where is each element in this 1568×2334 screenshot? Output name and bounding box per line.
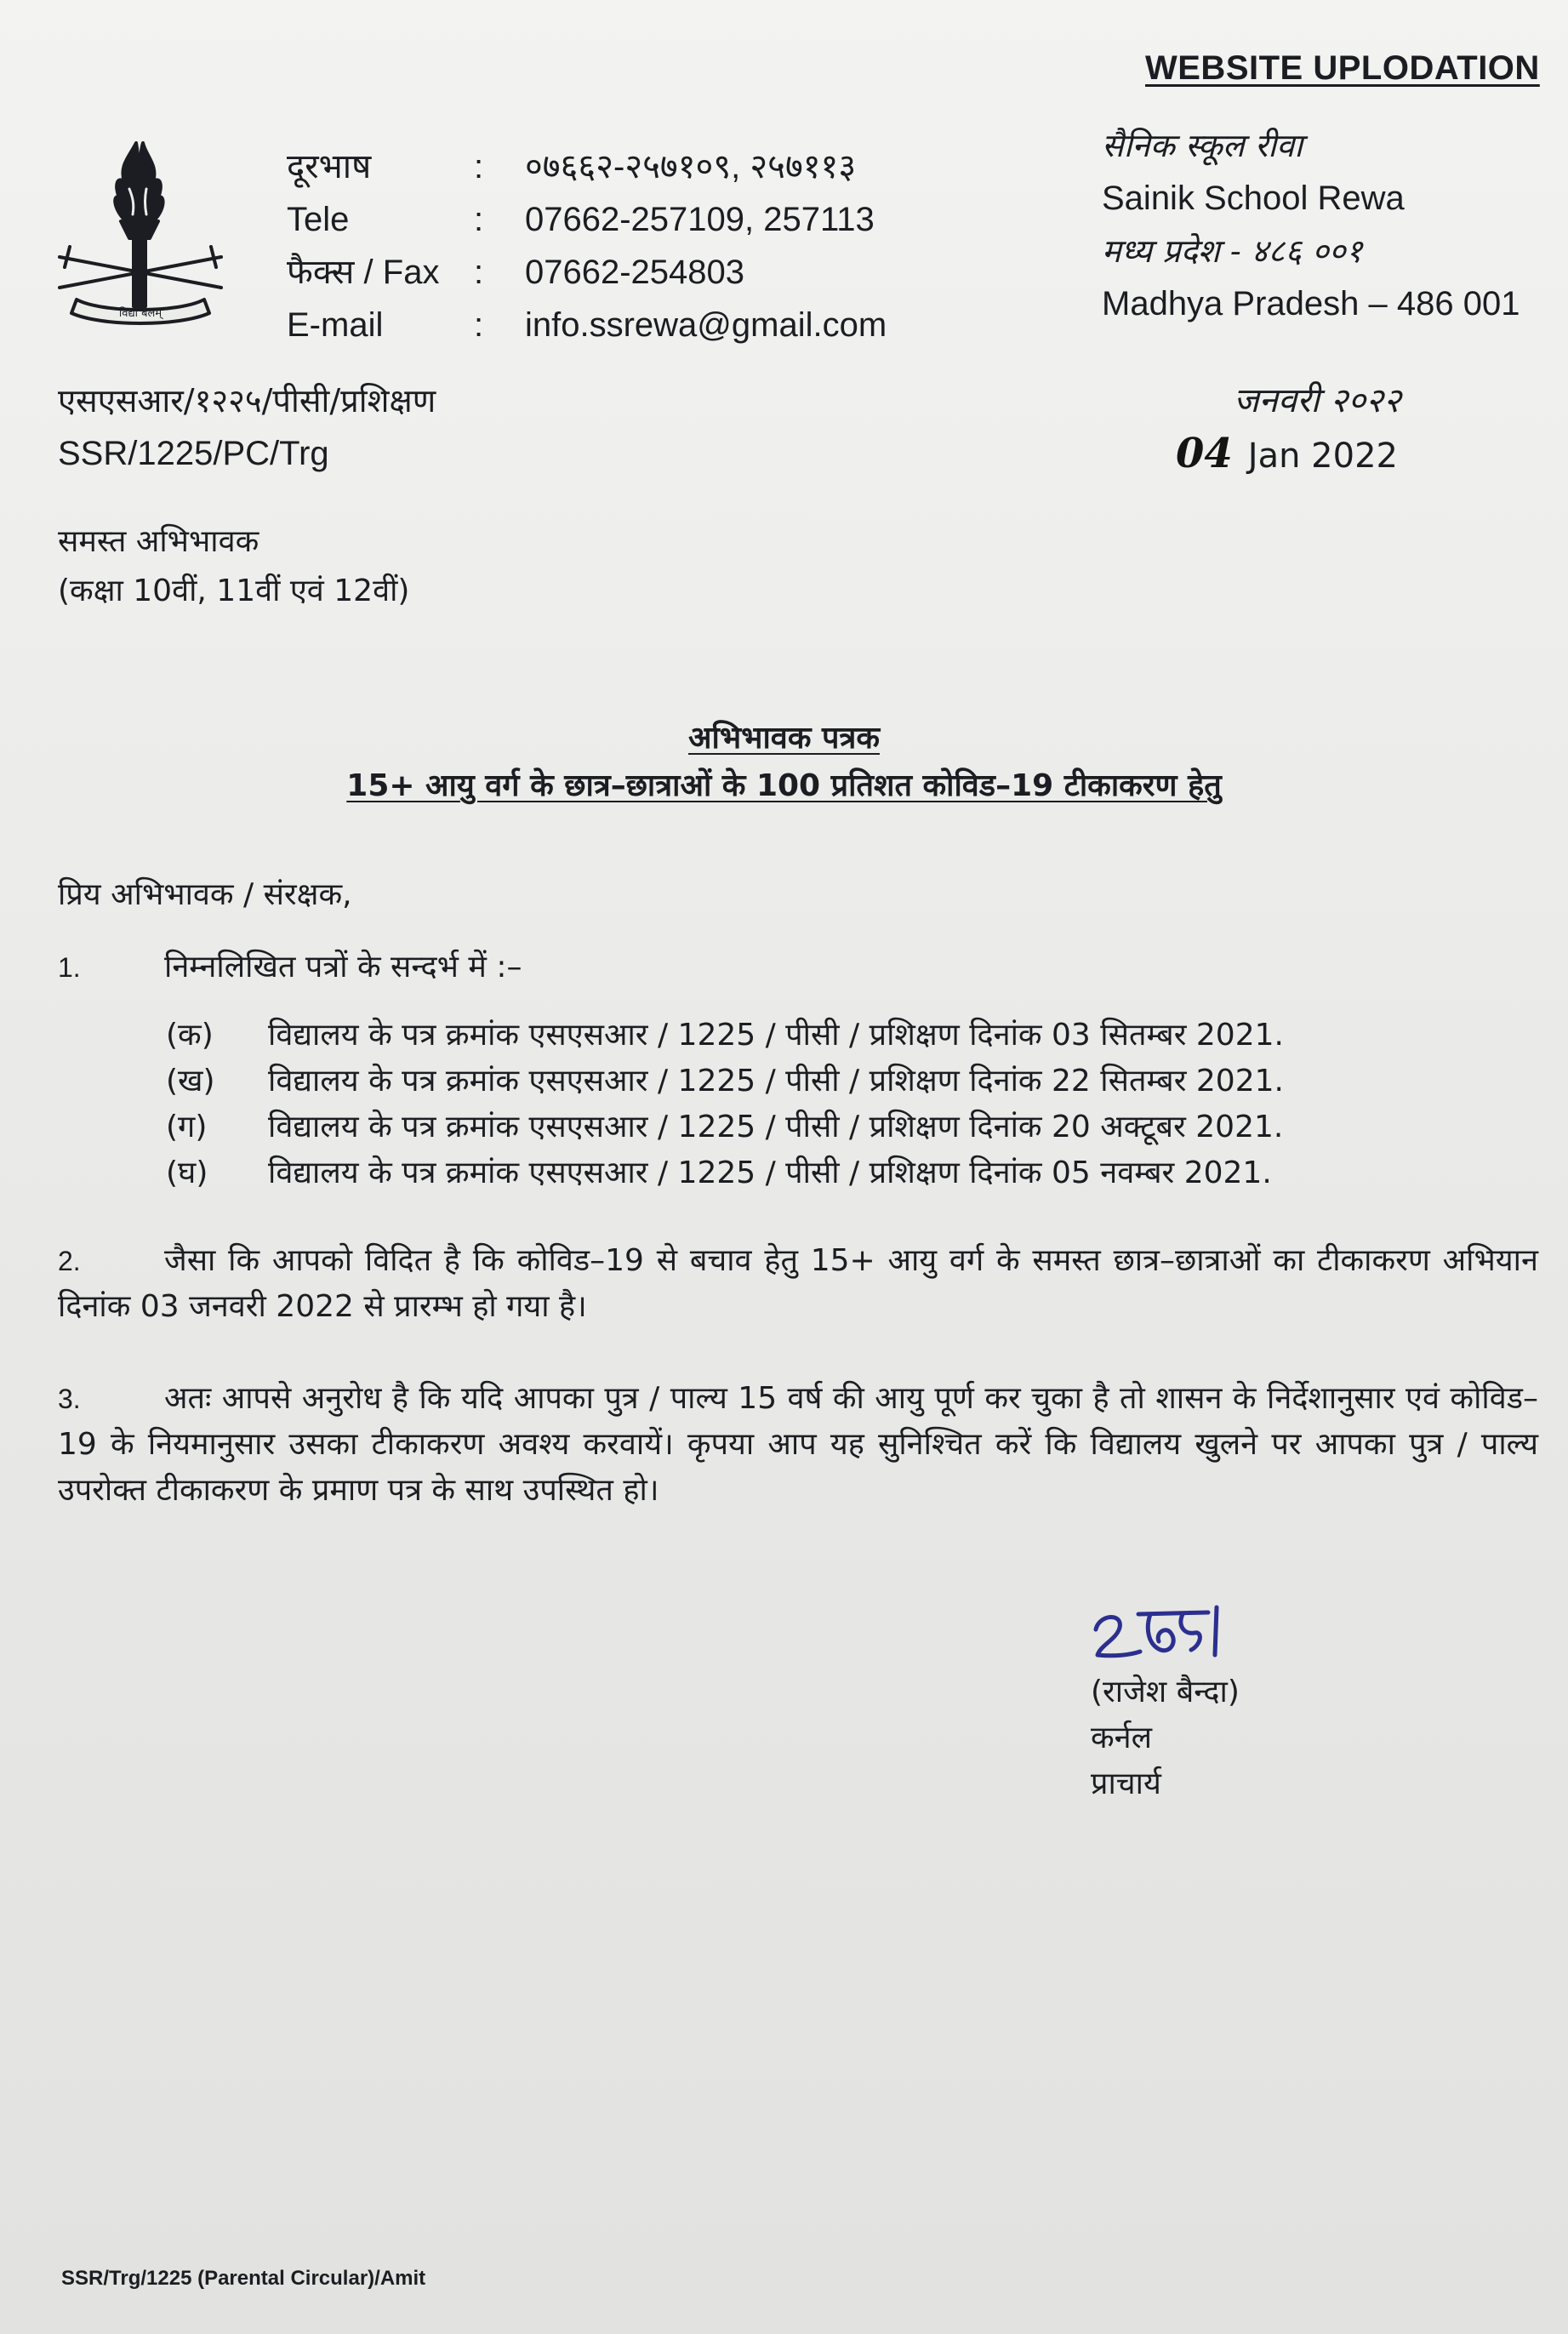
handwritten-signature bbox=[1089, 1595, 1242, 1672]
list-item-text: विद्यालय के पत्र क्रमांक एसएसआर / 1225 / पीसी / प्रशिक्षण दिनांक 05 नवम्बर 2021. bbox=[268, 1156, 1272, 1190]
school-address bbox=[1102, 119, 1520, 330]
contact-row-fax bbox=[287, 246, 887, 299]
paragraph-1 bbox=[58, 944, 522, 986]
signatory-block bbox=[1091, 1669, 1240, 1807]
contact-value: info.ssrewa@gmail.com bbox=[525, 306, 887, 344]
date-hindi: जनवरी २०२२ bbox=[1234, 381, 1401, 420]
contact-separator: : bbox=[474, 148, 484, 185]
subject-heading bbox=[0, 715, 1568, 810]
paragraph-text: निम्नलिखित पत्रों के सन्दर्भ में :– bbox=[164, 950, 522, 984]
list-marker: (क) bbox=[166, 1018, 214, 1053]
date-english-line bbox=[1176, 427, 1401, 482]
contact-row-phone bbox=[287, 193, 887, 246]
list-item bbox=[166, 1104, 1493, 1150]
contact-label: फैक्स / Fax bbox=[287, 254, 440, 291]
list-marker: (ग) bbox=[166, 1110, 208, 1144]
emblem-motto: विद्या बलम् bbox=[118, 307, 163, 320]
contact-label: Tele bbox=[287, 201, 350, 238]
contact-separator: : bbox=[474, 254, 484, 291]
list-item-text: विद्यालय के पत्र क्रमांक एसएसआर / 1225 / पीसी / प्रशिक्षण दिनांक 03 सितम्बर 2021. bbox=[268, 1018, 1284, 1053]
school-emblem-icon bbox=[51, 138, 234, 329]
letter-date bbox=[1176, 374, 1401, 482]
reference-number bbox=[58, 374, 436, 480]
list-item-text: विद्यालय के पत्र क्रमांक एसएसआर / 1225 / पीसी / प्रशिक्षण दिनांक 22 सितम्बर 2021. bbox=[268, 1064, 1284, 1099]
subject-title: अभिभावक पत्रक bbox=[688, 721, 880, 756]
contact-value: 07662-257109, 257113 bbox=[525, 201, 875, 238]
address-line-school: Sainik School Rewa bbox=[1102, 180, 1405, 217]
contact-separator: : bbox=[474, 306, 484, 344]
contact-separator: : bbox=[474, 201, 484, 238]
contact-block bbox=[287, 140, 887, 351]
signatory-name: (राजेश बैन्दा) bbox=[1091, 1675, 1240, 1709]
salutation: प्रिय अभिभावक / संरक्षक, bbox=[58, 877, 352, 912]
date-day-handwritten: 04 bbox=[1176, 430, 1233, 477]
contact-value: 07662-254803 bbox=[525, 254, 745, 291]
reference-list bbox=[166, 1013, 1493, 1196]
list-item bbox=[166, 1013, 1493, 1059]
address-line-hindi: सैनिक स्कूल रीवा bbox=[1102, 127, 1303, 164]
list-item bbox=[166, 1150, 1493, 1196]
date-english: Jan 2022 bbox=[1247, 437, 1398, 476]
addressee-line: समस्त अभिभावक bbox=[58, 524, 259, 559]
address-line-state-hindi: मध्य प्रदेश - ४८६ ००१ bbox=[1102, 232, 1363, 270]
paragraph-3 bbox=[58, 1376, 1538, 1514]
reference-hindi: एसएसआर/१२२५/पीसी/प्रशिक्षण bbox=[58, 382, 436, 419]
contact-label: दूरभाष bbox=[287, 148, 372, 185]
subject-line: 15+ आयु वर्ग के छात्र–छात्राओं के 100 प्रतिशत कोविड–19 टीकाकरण हेतु bbox=[346, 768, 1222, 803]
contact-row-phone-hindi bbox=[287, 140, 887, 193]
list-marker: (घ) bbox=[166, 1156, 208, 1190]
paragraph-text: जैसा कि आपको विदित है कि कोविड–19 से बचाव हेतु 15+ आयु वर्ग के समस्त छात्र–छात्राओं का टीकाकरण अभियान दिनांक 03 जनवरी 2022 से प्रारम्भ हो गया है। bbox=[58, 1243, 1538, 1324]
addressee bbox=[58, 517, 409, 616]
reference-english: SSR/1225/PC/Trg bbox=[58, 435, 329, 472]
footer-reference: SSR/Trg/1225 (Parental Circular)/Amit bbox=[61, 2267, 426, 2290]
paragraph-number: 2. bbox=[58, 1246, 81, 1276]
addressee-classes: (कक्षा 10वीं, 11वीं एवं 12वीं) bbox=[58, 574, 410, 608]
signatory-rank: कर्नल bbox=[1091, 1721, 1153, 1755]
website-uploadation-tag: WEBSITE UPLODATION bbox=[1145, 49, 1540, 87]
list-marker: (ख) bbox=[166, 1064, 215, 1099]
contact-value: ०७६६२-२५७१०९, २५७११३ bbox=[525, 148, 857, 185]
contact-row-email bbox=[287, 299, 887, 351]
contact-label: E-mail bbox=[287, 306, 384, 344]
signatory-designation: प्राचार्य bbox=[1091, 1766, 1161, 1801]
paragraph-number: 3. bbox=[58, 1384, 81, 1414]
list-item bbox=[166, 1059, 1493, 1104]
list-item-text: विद्यालय के पत्र क्रमांक एसएसआर / 1225 / पीसी / प्रशिक्षण दिनांक 20 अक्टूबर 2021. bbox=[268, 1110, 1284, 1144]
paragraph-text: अतः आपसे अनुरोध है कि यदि आपका पुत्र / पाल्य 15 वर्ष की आयु पूर्ण कर चुका है तो शासन के निर्देशानुसार एवं कोविड–19 के नियमानुसार उसका टीकाकरण अवश्य करवायें। कृपया आप यह सुनिश्चित करें कि विद्यालय खुलने पर आपका पुत्र / पाल्य उपरोक्त टीकाकरण के प्रमाण पत्र के साथ उपस्थित हो। bbox=[58, 1381, 1538, 1508]
paragraph-number: 1. bbox=[58, 952, 81, 983]
paragraph-2 bbox=[58, 1238, 1538, 1330]
address-line-state: Madhya Pradesh – 486 001 bbox=[1102, 285, 1520, 322]
